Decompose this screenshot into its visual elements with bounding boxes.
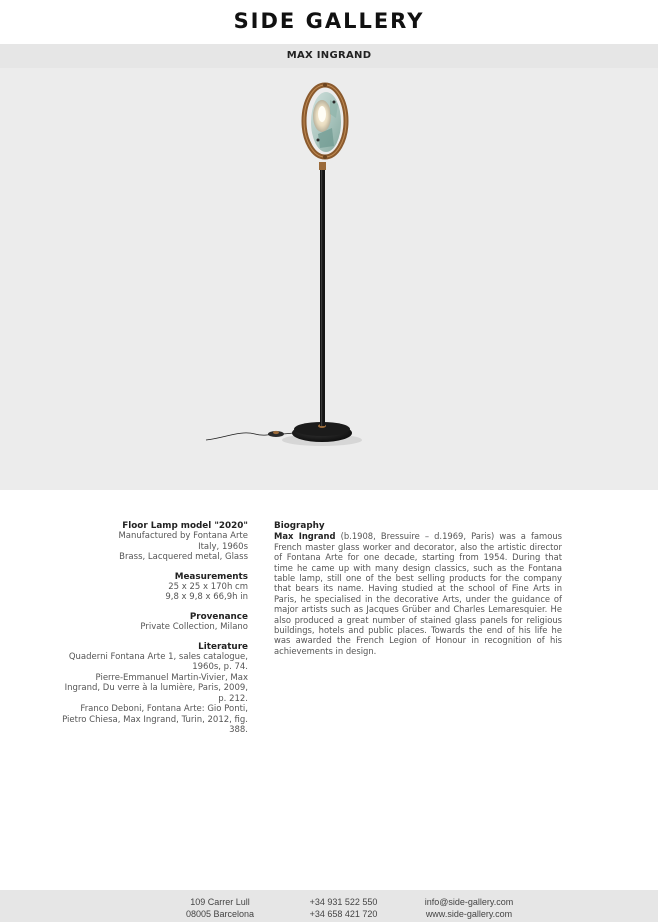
- biography-section: [274, 521, 562, 656]
- object-materials: Brass, Lacquered metal, Glass: [119, 552, 248, 563]
- literature-heading: Literature: [198, 641, 248, 652]
- provenance-text: Private Collection, Milano: [140, 622, 248, 633]
- provenance-heading: Provenance: [189, 611, 248, 622]
- header: [0, 0, 658, 44]
- measurements-in: 9,8 x 9,8 x 66,9h in: [165, 592, 248, 603]
- phone-2: +34 658 421 720: [309, 909, 378, 919]
- brand-title: SIDE GALLERY: [233, 9, 425, 33]
- literature-item: Pierre-Emmanuel Martin-Vivier, Max Ingrand, Du verre à la lumière, Paris, 2009, p. 212.: [64, 672, 248, 704]
- phone-1: +34 931 522 550: [309, 897, 378, 907]
- measurements-heading: Measurements: [174, 571, 248, 582]
- object-details: [60, 521, 248, 744]
- floor-lamp-image: [0, 68, 658, 490]
- literature-section: [60, 642, 248, 736]
- designer-name: MAX INGRAND: [286, 50, 372, 61]
- object-title: Floor Lamp model "2020": [122, 521, 248, 531]
- email-link[interactable]: info@side-gallery.com: [424, 897, 514, 907]
- literature-item: Franco Deboni, Fontana Arte: Gio Ponti, Pietro Chiesa, Max Ingrand, Turin, 2012, fig. 388.: [62, 704, 248, 735]
- address-line-1: 109 Carrer Lull: [190, 897, 250, 907]
- product-photo: [0, 68, 658, 490]
- literature-item: Quaderni Fontana Arte 1, sales catalogue, 1960s, p. 74.: [68, 652, 248, 673]
- object-origin: Italy, 1960s: [198, 541, 248, 552]
- address-line-2: 08005 Barcelona: [185, 909, 255, 919]
- footer-phones: [296, 896, 391, 920]
- object-info: [60, 521, 248, 563]
- biography-heading: Biography: [274, 521, 325, 531]
- footer-address: [175, 896, 265, 920]
- biography-body: (b.1908, Bressuire – d.1969, Paris) was a famous French master glass worker and decorator, also the artistic director of Fontana Arte for one decade, starting from 1954. During that time he came up with many design classics, such as the Fontana table lamp, still one of the best selling products for the company that bears its name. Having studied at the school of Fine Arts in Paris, he specialised in the decorative Arts, under the guidance of major artists such as Jacques Grüber and Charles Lemaresquier. He also produced a great number of stained glass panels for religious buildings, hotels and public places. Towards the end of his life he was awarded the French Legion of Honour in recognition of his achievements in design.: [274, 531, 562, 656]
- footer: [0, 890, 658, 922]
- biography-text: [274, 531, 562, 656]
- measurements-section: [60, 572, 248, 603]
- biography-name: Max Ingrand: [274, 531, 336, 542]
- provenance-section: [60, 612, 248, 633]
- footer-contact: [414, 896, 524, 920]
- object-manufacturer: Manufactured by Fontana Arte: [118, 531, 248, 542]
- measurements-cm: 25 x 25 x 170h cm: [168, 582, 248, 593]
- designer-bar: [0, 44, 658, 68]
- website-link[interactable]: www.side-gallery.com: [425, 909, 513, 919]
